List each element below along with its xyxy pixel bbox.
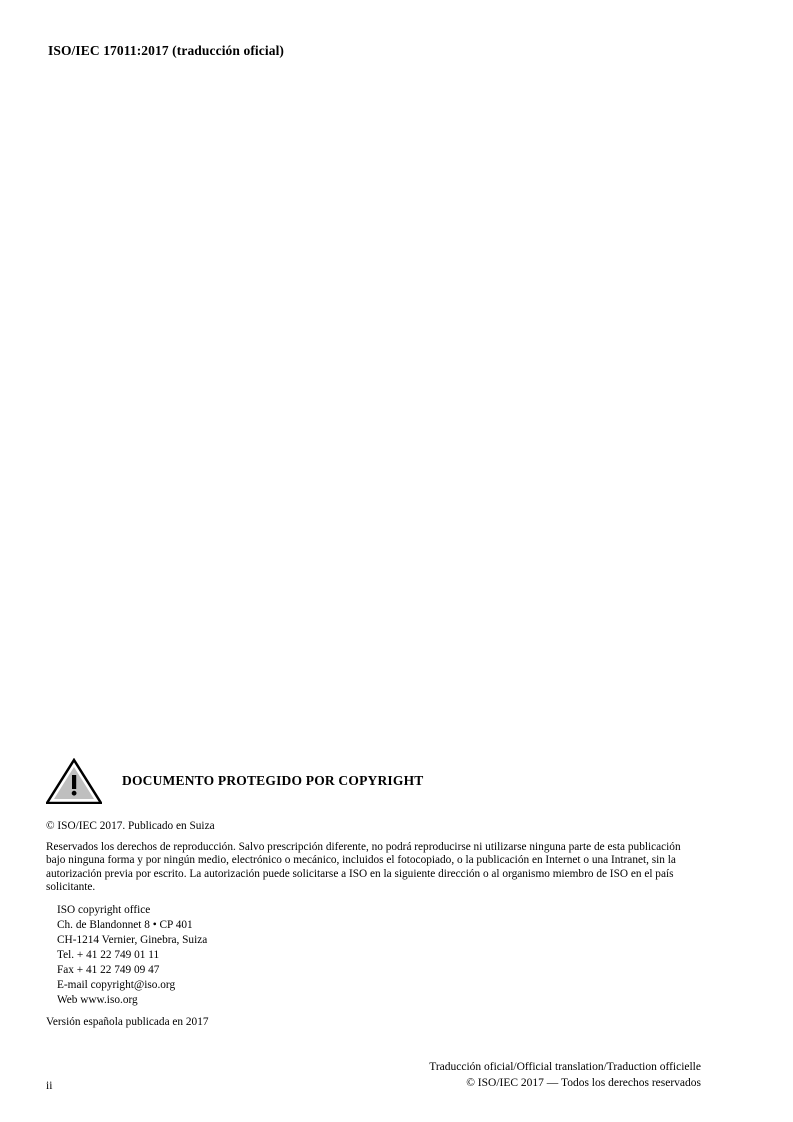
address-line: ISO copyright office — [57, 904, 151, 917]
address-line: Web www.iso.org — [57, 993, 138, 1006]
page-title: ISO/IEC 17011:2017 (traducción oficial) — [48, 43, 285, 58]
iso-copyright-address — [57, 903, 706, 1007]
address-line: CH-1214 Vernier, Ginebra, Suiza — [57, 934, 208, 947]
address-line: E-mail copyright@iso.org — [57, 978, 176, 991]
copyright-heading: DOCUMENTO PROTEGIDO POR COPYRIGHT — [122, 773, 424, 788]
copyright-notice-block — [46, 757, 706, 1028]
copyright-heading-row — [46, 757, 706, 805]
footer-rights-line: © ISO/IEC 2017 — Todos los derechos reservados — [466, 1077, 701, 1090]
address-line: Ch. de Blandonnet 8 • CP 401 — [57, 919, 193, 932]
version-line: Versión española publicada en 2017 — [46, 1015, 209, 1028]
rights-paragraph: Reservados los derechos de reproducción. Salvo prescripción diferente, no podrá reproducirse ni utilizarse ninguna parte de esta publicación bajo ninguna forma y por ningún medio, electrónico o mecánico, incluidos el fotocopiado, o la publicación en Internet o una Intranet, sin la autorización previa por escrito. La autorización puede solicitarse a ISO en la siguiente dirección o al organismo miembro de ISO en el país solicitante. — [46, 841, 681, 894]
footer-translation-line: Traducción oficial/Official translation/Traduction officielle — [429, 1060, 701, 1073]
address-line: Fax + 41 22 749 09 47 — [57, 964, 160, 977]
page-footer — [0, 1054, 793, 1094]
footer-right-block — [429, 1059, 701, 1092]
copyright-line: © ISO/IEC 2017. Publicado en Suiza — [46, 820, 215, 832]
warning-triangle-icon — [46, 758, 102, 804]
address-line: Tel. + 41 22 749 01 11 — [57, 949, 160, 962]
footer-page-number: ii — [46, 1080, 53, 1092]
